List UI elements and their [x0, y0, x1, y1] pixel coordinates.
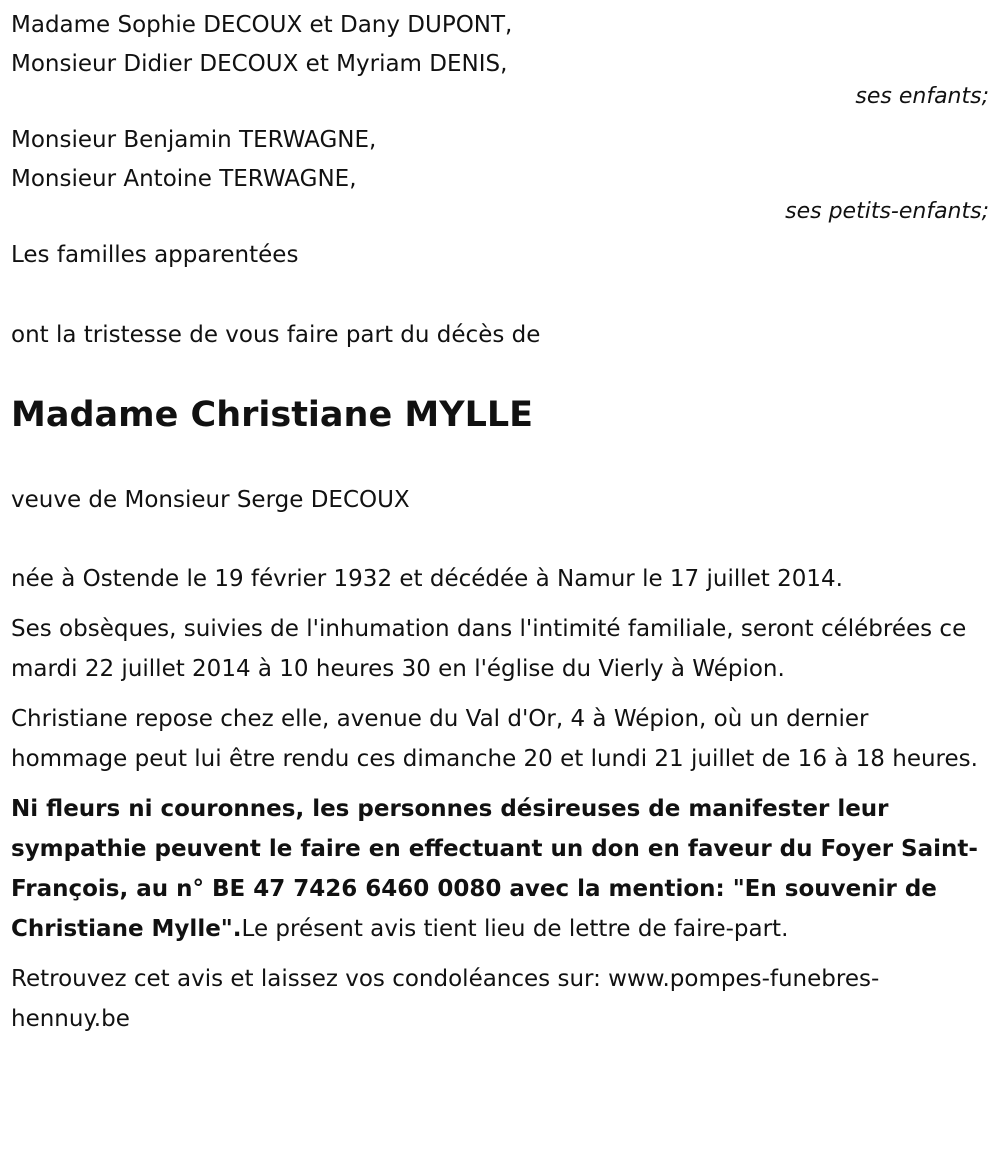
flowers-paragraph: [11, 789, 991, 949]
flowers-bold-text: Ni fleurs ni couronnes, les personnes désireuses de manifester leur sympathie peuvent le faire en effectuant un don en faveur du Foyer Saint-François, au n° BE 47 7426 6460 0080 avec la mention: "En souvenir de Christiane Mylle".: [11, 796, 978, 942]
child-line-2: Monsieur Didier DECOUX et Myriam DENIS,: [11, 51, 508, 77]
grandchild-line-1: Monsieur Benjamin TERWAGNE,: [11, 127, 377, 153]
notice-letter-text: Le présent avis tient lieu de lettre de faire-part.: [241, 916, 789, 942]
viewing-paragraph: Christiane repose chez elle, avenue du Val d'Or, 4 à Wépion, où un dernier hommage peut lui être rendu ces dimanche 20 et lundi 21 juillet de 16 à 18 heures.: [11, 706, 978, 772]
announcement-line: ont la tristesse de vous faire part du décès de: [11, 322, 541, 348]
widow-of-line: veuve de Monsieur Serge DECOUX: [11, 487, 410, 513]
obituary-notice: [11, 6, 991, 1039]
birth-death-line: née à Ostende le 19 février 1932 et décédée à Namur le 17 juillet 2014.: [11, 566, 843, 592]
relatives-line: Les familles apparentées: [11, 242, 299, 268]
funeral-paragraph: Ses obsèques, suivies de l'inhumation dans l'intimité familiale, seront célébrées ce mardi 22 juillet 2014 à 10 heures 30 en l'église du Vierly à Wépion.: [11, 616, 967, 682]
deceased-name: Madame Christiane MYLLE: [11, 395, 534, 435]
grandchildren-role: ses petits-enfants;: [785, 199, 989, 224]
child-line-1: Madame Sophie DECOUX et Dany DUPONT,: [11, 12, 513, 38]
condolences-paragraph: Retrouvez cet avis et laissez vos condoléances sur: www.pompes-funebres-hennuy.be: [11, 966, 880, 1032]
grandchildren-block: [11, 121, 991, 225]
children-block: [11, 6, 991, 110]
children-role: ses enfants;: [855, 84, 989, 109]
grandchild-line-2: Monsieur Antoine TERWAGNE,: [11, 166, 357, 192]
